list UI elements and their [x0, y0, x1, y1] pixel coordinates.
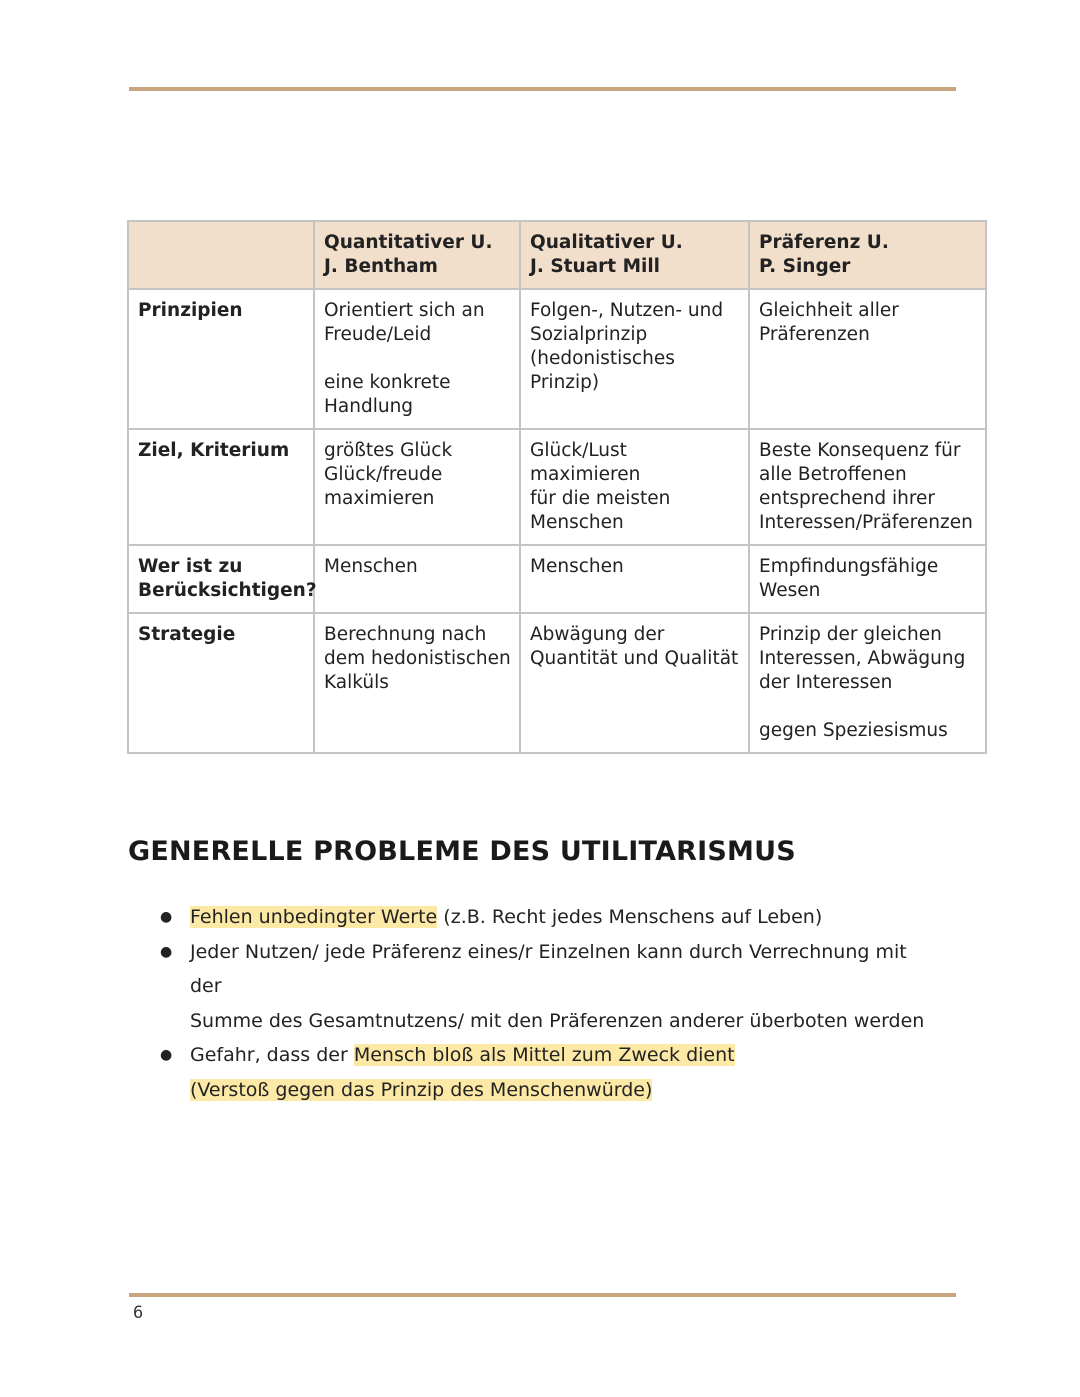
cell-line: (hedonistisches [530, 348, 675, 369]
table-cell [520, 429, 749, 545]
header-cell [749, 221, 986, 289]
cell-line: größtes Glück [324, 440, 453, 461]
cell-line: Handlung [324, 396, 414, 417]
cell-line: der Interessen [759, 672, 893, 693]
table-cell [314, 545, 520, 613]
cell-line: J. Bentham [324, 256, 438, 277]
cell-line: J. Stuart Mill [530, 256, 661, 277]
row-label [128, 289, 314, 429]
bullet-icon: ● [160, 943, 173, 960]
cell-line: Berücksichtigen? [138, 580, 317, 601]
table-body [128, 289, 986, 753]
cell-line: für die meisten [530, 488, 671, 509]
table-cell [314, 289, 520, 429]
cell-line: Strategie [138, 624, 236, 645]
list-item [160, 1038, 940, 1107]
table-row [128, 613, 986, 753]
cell-line: Abwägung der [530, 624, 665, 645]
header-cell [314, 221, 520, 289]
cell-line: Kalküls [324, 672, 389, 693]
table-cell [749, 613, 986, 753]
table-cell [520, 545, 749, 613]
highlighted-text: Fehlen unbedingter Werte [190, 906, 438, 928]
cell-line: Freude/Leid [324, 324, 432, 345]
cell-line: Sozialprinzip [530, 324, 648, 345]
cell-line: Menschen [530, 512, 624, 533]
table-cell [520, 613, 749, 753]
cell-line: gegen Speziesismus [759, 720, 948, 741]
text-segment: Gefahr, dass der [190, 1044, 354, 1066]
cell-line: dem hedonistischen [324, 648, 511, 669]
list-item-line [190, 935, 940, 1004]
section-heading: GENERELLE PROBLEME DES UTILITARISMUS [128, 836, 796, 867]
cell-line: Wesen [759, 580, 821, 601]
table-cell [749, 289, 986, 429]
cell-line: P. Singer [759, 256, 851, 277]
row-label [128, 613, 314, 753]
cell-line: Wer ist zu [138, 556, 243, 577]
list-item-line [190, 1004, 940, 1039]
table-cell [520, 289, 749, 429]
cell-line: Berechnung nach [324, 624, 487, 645]
cell-line: Empfindungsfähige [759, 556, 939, 577]
cell-line: Interessen/Präferenzen [759, 512, 973, 533]
cell-line: Glück/freude [324, 464, 443, 485]
list-item-line [190, 900, 940, 935]
cell-line: eine konkrete [324, 372, 451, 393]
table-cell [314, 613, 520, 753]
cell-line: Menschen [324, 556, 418, 577]
text-segment: (z.B. Recht jedes Menschens auf Leben) [437, 906, 823, 928]
cell-line: Quantität und Qualität [530, 648, 739, 669]
cell-line: Gleichheit aller [759, 300, 899, 321]
line-gap [324, 347, 511, 371]
text-segment: Summe des Gesamtnutzens/ mit den Präferenzen anderer überboten werden [190, 1009, 925, 1032]
cell-line: Interessen, Abwägung [759, 648, 966, 669]
cell-line: Ziel, Kriterium [138, 440, 290, 461]
list-item-line [190, 1038, 940, 1073]
problems-list [160, 900, 940, 1107]
table-cell [749, 545, 986, 613]
highlighted-text: (Verstoß gegen das Prinzip des Menschenwürde) [190, 1078, 653, 1101]
cell-line: Folgen-, Nutzen- und [530, 300, 724, 321]
cell-line: alle Betroffenen [759, 464, 907, 485]
list-item-line [190, 1073, 940, 1108]
table-row [128, 545, 986, 613]
row-label [128, 545, 317, 613]
header-cell [520, 221, 749, 289]
top-divider [129, 87, 956, 91]
bottom-divider [129, 1293, 956, 1297]
table-row [128, 289, 986, 429]
table-cell [314, 429, 520, 545]
cell-line: entsprechend ihrer [759, 488, 936, 509]
cell-line: Prinzip) [530, 372, 600, 393]
cell-line: Beste Konsequenz für [759, 440, 961, 461]
utilitarianism-comparison-table [127, 220, 987, 754]
cell-line: Orientiert sich an [324, 300, 485, 321]
bullet-icon: ● [160, 909, 173, 925]
list-item [160, 900, 940, 935]
cell-line: Qualitativer U. [530, 232, 683, 253]
row-label [128, 429, 314, 545]
line-gap [759, 695, 977, 719]
cell-line: Prinzipien [138, 300, 243, 321]
highlighted-text: Mensch bloß als Mittel zum Zweck dient [353, 1044, 735, 1066]
cell-line: Prinzip der gleichen [759, 624, 942, 645]
text-segment: Jeder Nutzen/ jede Präferenz eines/r Einzelnen kann durch Verrechnung mit der [190, 940, 907, 997]
table-row [128, 429, 986, 545]
list-item [160, 935, 940, 1039]
cell-line: Präferenz U. [759, 232, 889, 253]
bullet-icon: ● [160, 1047, 173, 1063]
header-cell-empty [128, 221, 314, 289]
table-cell [749, 429, 986, 545]
cell-line: Menschen [530, 556, 624, 577]
cell-line: maximieren [324, 488, 435, 509]
cell-line: Glück/Lust maximieren [530, 440, 641, 485]
table-header-row [128, 221, 986, 289]
cell-line: Präferenzen [759, 324, 870, 345]
page-number: 6 [133, 1303, 144, 1323]
cell-line: Quantitativer U. [324, 232, 493, 253]
